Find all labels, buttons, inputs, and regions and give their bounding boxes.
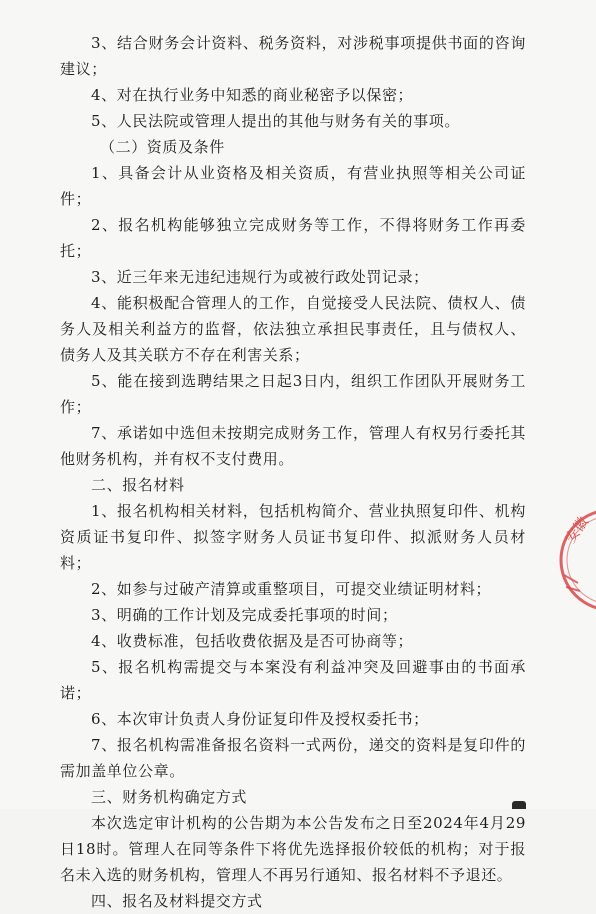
document-body — [60, 30, 526, 914]
paragraph-material-3: 3、明确的工作计划及完成委托事项的时间； — [91, 606, 398, 624]
paragraph-qual-2: 2、报名机构能够独立完成财务等工作，不得将财务工作再委托； — [60, 216, 526, 260]
paragraph-item-3: 3、结合财务会计资料、税务资料，对涉税事项提供书面的咨询建议； — [60, 34, 526, 78]
paragraph-material-4: 4、收费标准，包括收费依据及是否可协商等； — [91, 632, 414, 650]
paragraph-qual-3: 3、近三年来无违纪违规行为或被行政处罚记录； — [91, 268, 429, 286]
paragraph-qual-7: 7、承诺如中选但未按期完成财务工作，管理人有权另行委托其他财务机构，并有权不支付费用。 — [60, 424, 526, 468]
paragraph-material-1: 1、报名机构相关材料，包括机构简介、营业执照复印件、机构资质证书复印件、拟签字财务人员证书复印件、拟派财务人员材料； — [60, 502, 526, 572]
paragraph-item-5: 5、人民法院或管理人提出的其他与财务有关的事项。 — [91, 112, 460, 130]
seal-text: 安徽 — [562, 514, 592, 547]
paragraph-qual-5: 5、能在接到选聘结果之日起3日内，组织工作团队开展财务工作； — [60, 372, 526, 416]
paragraph-material-2: 2、如参与过破产清算或重整项目，可提交业绩证明材料； — [91, 580, 492, 598]
section-heading-submission: 四、报名及材料提交方式 — [91, 892, 263, 910]
paragraph-qual-4: 4、能积极配合管理人的工作，自觉接受人民法院、债权人、债务人及相关利益方的监督，依法独立承担民事责任，且与债权人、债务人及其关联方不存在利害关系； — [60, 294, 526, 364]
page-corner-mark — [512, 801, 526, 809]
paragraph-item-4: 4、对在执行业务中知悉的商业秘密予以保密； — [91, 86, 414, 104]
section-heading-selection: 三、财务机构确定方式 — [91, 788, 248, 806]
section-heading-qualifications: （二）资质及条件 — [100, 138, 225, 156]
official-seal-stamp — [556, 505, 596, 615]
paragraph-selection: 本次选定审计机构的公告期为本公告发布之日至2024年4月29日18时。管理人在同等条件下将优先选择报价较低的机构；对于报名未入选的财务机构，管理人不再另行通知、报名材料不予退还。 — [60, 814, 526, 884]
paragraph-qual-1: 1、具备会计从业资格及相关资质，有营业执照等相关公司证件； — [60, 164, 526, 208]
paragraph-material-6: 6、本次审计负责人身份证复印件及授权委托书； — [91, 710, 429, 728]
section-heading-materials: 二、报名材料 — [91, 476, 185, 494]
paragraph-material-7: 7、报名机构需准备报名资料一式两份，递交的资料是复印件的需加盖单位公章。 — [60, 736, 526, 780]
paragraph-material-5: 5、报名机构需提交与本案没有利益冲突及回避事由的书面承诺； — [60, 658, 526, 702]
